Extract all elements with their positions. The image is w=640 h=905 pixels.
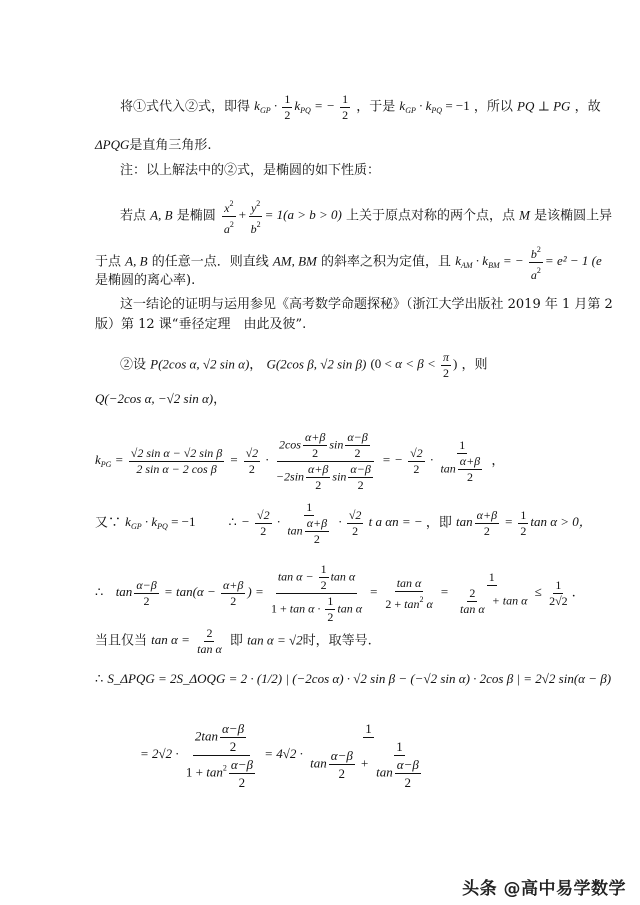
- text: ，故: [574, 99, 601, 115]
- watermark: 头条 @高中易学数学: [462, 879, 626, 899]
- reference-line-1: [120, 296, 613, 314]
- because-formula: − $\frac{√2}{2}$ · 1 tan $\frac{\alpha+\beta}{2}$ · $\frac{√2}{2}$ t a αn = −: [240, 500, 423, 546]
- text: ，: [491, 453, 505, 469]
- eccentricity-eq: = e² − 1 (: [544, 253, 596, 269]
- text: 将①式代入②式，即得: [120, 99, 251, 115]
- points-ab: A, B: [150, 207, 173, 223]
- point-q: Q(−2cos α, −√2 sin α): [95, 391, 214, 406]
- because-line: [95, 500, 592, 547]
- tan-result: tan α > 0，: [530, 514, 592, 530]
- tan-line: [95, 562, 576, 625]
- triangle-label: ΔPQG: [95, 137, 130, 152]
- paragraph-line-1: [120, 92, 601, 123]
- therefore-symbol: ∴: [95, 672, 104, 687]
- equality-condition: tan α = $\frac{2}{\text{tan α}}$: [151, 626, 222, 656]
- text: 注：以上解法中的②式，是椭圆的如下性质：: [120, 163, 381, 178]
- kpg-formula: $k_{PG}$ = $\frac{\text{√2 sin α − √2 sin β}}{\text{2 sin α − 2 cos β}}$ = $\frac{√2}{2}$ · 2cos $\frac{\alpha+\beta}{2}$ sin $\frac{\alpha-\beta}{2}$ −2sin $\frac{\alpha+\beta}{2}$ sin $\frac{\alpha-\beta}{2}$ = − $\frac{√2}{2}$ · 1 tan $\frac{\alpha+\beta}{2}$: [95, 430, 481, 492]
- final-formula: = 2√2 · 2tan $\frac{\alpha-\beta}{2}$ $1 + \tan^2$ $\frac{\alpha-\beta}{2}$ = 4√2 · 1 tan $\frac{\alpha-\beta}{2}$ + 1 tan $\frac{\alpha-\beta}{2}$: [140, 721, 419, 790]
- text: 即: [229, 633, 243, 649]
- slope-product: $k_{AM} \cdot k_{BM}$ = − $\frac{b^2}{a^2}$ = e² − 1 (e: [455, 253, 602, 268]
- text: 是该椭圆上异: [534, 208, 613, 224]
- formula-product: $k_{GP} \cdot k_{PQ} = -1$: [399, 98, 470, 116]
- text: 当且仅当: [95, 633, 148, 649]
- angle-condition: (0 < α < β < $\frac{\pi}{2}$ ): [370, 350, 458, 380]
- text: ，则: [461, 357, 488, 373]
- text: 上关于原点对称的两个点，点: [346, 208, 516, 224]
- lines-am-bm: AM, BM: [272, 253, 317, 269]
- garbled-text: t a αn = −: [368, 514, 423, 530]
- paragraph-line-2: [95, 136, 212, 155]
- text: 的任意一点．则直线: [151, 254, 269, 270]
- point-q-line: Q(−2cos α, −√2 sin α)，: [95, 391, 227, 407]
- text: 若点: [120, 208, 147, 224]
- point-m: M: [519, 207, 530, 223]
- text: ，即: [425, 515, 452, 531]
- final-line: [140, 720, 431, 791]
- ellipse-condition: = 1(a > b > 0): [264, 207, 342, 223]
- formula-perp: PQ ⊥ PG: [517, 98, 571, 114]
- property-line-3: [95, 272, 195, 290]
- reference-line-2: [95, 316, 306, 334]
- text: 是椭圆的离心率).: [95, 273, 196, 288]
- part2-line: ②设 P(2cos α, √2 sin α)， G(2cos β, √2 sin β) (0 < α < β < $\frac{\pi}{2}$ ) ，则: [120, 350, 488, 380]
- text: ②设: [120, 357, 147, 373]
- text: 于点: [95, 254, 122, 270]
- text: 又∵: [95, 515, 122, 531]
- kgp-kpq-product: $k_{GP} \cdot k_{PQ} = -1$: [125, 514, 196, 532]
- therefore-symbol: ∴: [95, 585, 104, 601]
- area-formula: S_ΔPQG = 2S_ΔOQG = 2 · (1/2) | (−2cos α) · √2 sin β − (−√2 sin α) · 2cos β | = 2√2 sin(α − β): [107, 671, 612, 686]
- ellipse-equation: $\frac{x^2}{a^2}$ + $\frac{y^2}{b^2}$ = 1(a > b > 0): [220, 207, 342, 222]
- property-line-1: [120, 196, 612, 237]
- text: 时，取等号.: [302, 633, 372, 649]
- text: 这一结论的证明与运用参见《高考数学命题探秘》（浙江大学出版社 2019 年 1 月第 2: [120, 297, 613, 312]
- e-symbol: e: [595, 253, 602, 269]
- point-p: P(2cos α, √2 sin α): [150, 356, 250, 372]
- text: ，于是: [356, 99, 396, 115]
- area-line: [95, 670, 611, 689]
- point-g: G(2cos β, √2 sin β): [266, 356, 367, 372]
- formula-kgp-kpq: $k_{GP}$ · $\frac{1}{2}$ $k_{PQ}$ = − $\frac{1}{2}$: [254, 92, 349, 122]
- tan-formula: tan $\frac{\alpha-\beta}{2}$ = tan(α − $\frac{\alpha+\beta}{2}$ ) = tan α − $\frac{1}{2}$ tan α 1 + tan α · $\frac{1}{2}$ tan α = $\frac{\text{tan α}}{2 + \tan^2 \alpha}$ = 1 $\frac{2}{\text{tan α}}$ + tan α ≤ $\frac{1}{2√2}$: [115, 562, 568, 624]
- therefore-symbol: ∴: [228, 515, 237, 531]
- equality-line: [95, 626, 372, 657]
- text: 是椭圆: [176, 208, 216, 224]
- text: 版）第 12 课“垂径定理 由此及彼”.: [95, 317, 307, 332]
- note-line: [120, 162, 380, 180]
- text: 的斜率之积为定值，且: [321, 254, 452, 270]
- text: ，所以: [473, 99, 513, 115]
- text: 是直角三角形.: [129, 138, 212, 153]
- kpg-line: [95, 430, 504, 493]
- text: .: [571, 585, 576, 601]
- points-ab: A, B: [125, 253, 148, 269]
- tan-value: tan α = √2: [247, 632, 303, 648]
- tan-half-sum: tan $\frac{\alpha+\beta}{2}$ = $\frac{1}{2}$ tan α > 0，: [456, 508, 592, 538]
